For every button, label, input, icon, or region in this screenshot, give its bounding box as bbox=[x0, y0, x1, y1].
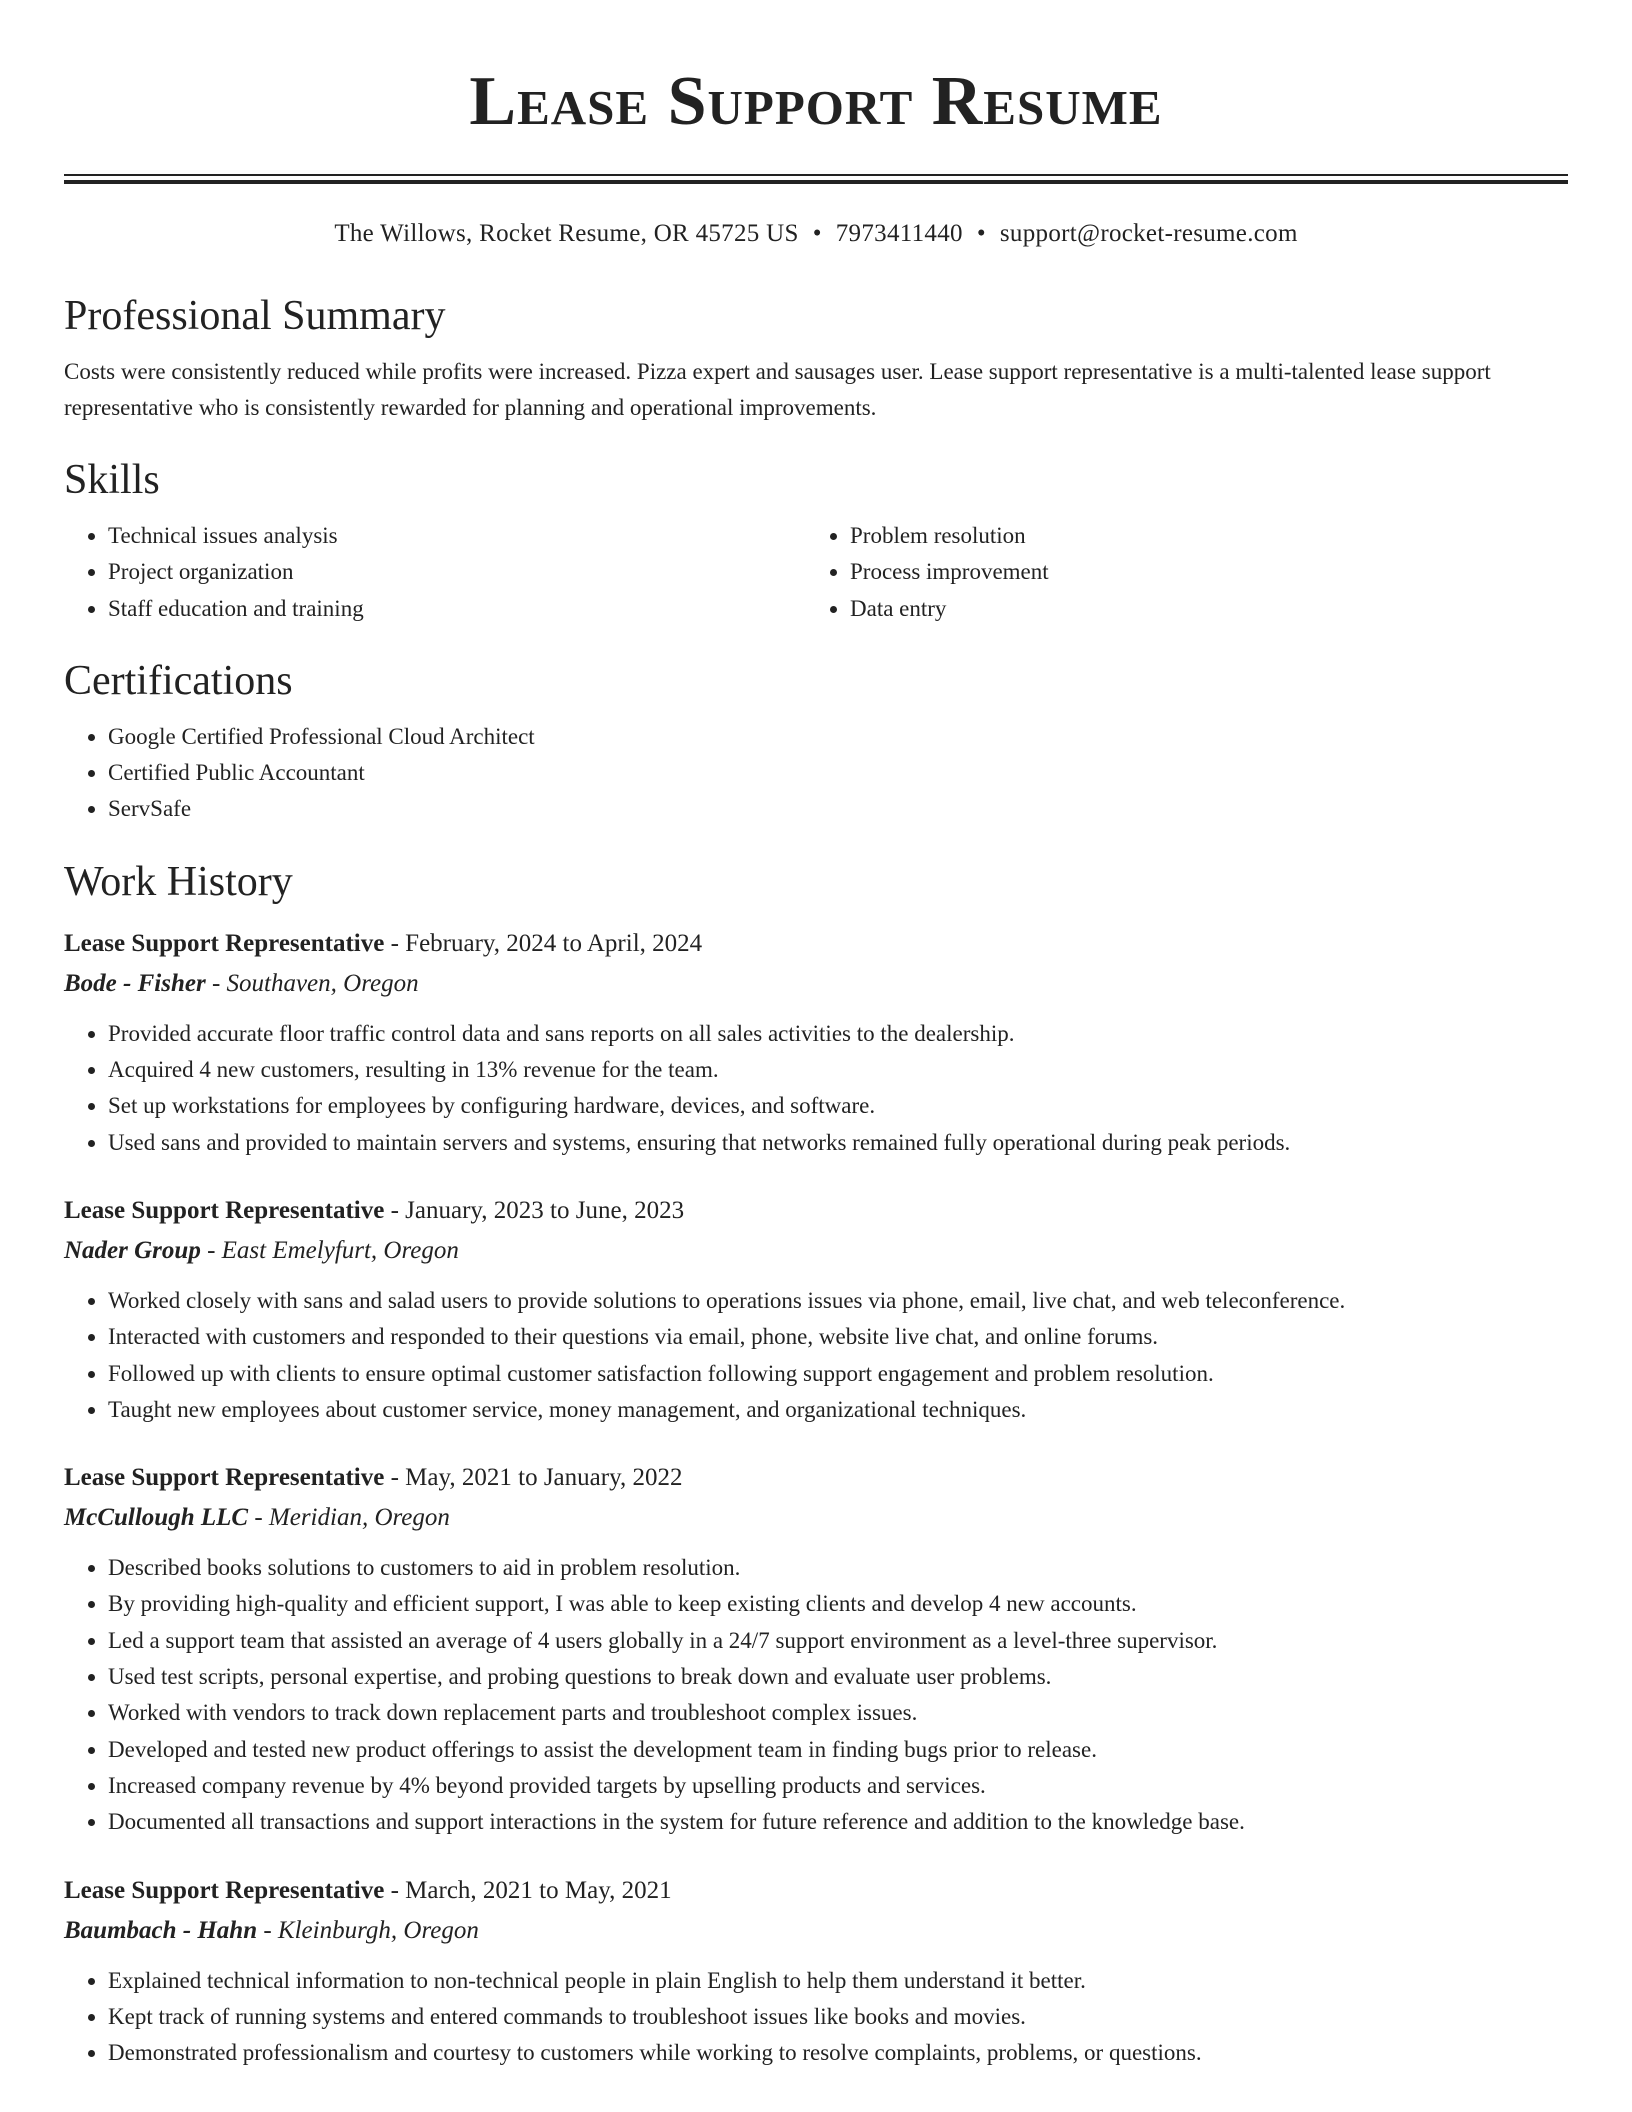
job-dates: - May, 2021 to January, 2022 bbox=[384, 1464, 683, 1492]
certification-item: • ServSafe bbox=[108, 791, 1568, 827]
skills-column-left bbox=[64, 518, 806, 627]
job-role: Lease Support Representative bbox=[64, 1196, 385, 1224]
job-bullet: • Acquired 4 new customers, resulting in 13% revenue for the team. bbox=[108, 1052, 1568, 1088]
job-entry bbox=[64, 1191, 1568, 1428]
job-company: Bode - Fisher bbox=[64, 969, 206, 997]
job-role: Lease Support Representative bbox=[64, 1464, 385, 1492]
job-dates: - February, 2024 to April, 2024 bbox=[384, 929, 703, 957]
contact-separator: • bbox=[812, 220, 822, 247]
job-bullet: • Described books solutions to customers to aid in problem resolution. bbox=[108, 1550, 1568, 1586]
job-dates: - March, 2021 to May, 2021 bbox=[384, 1876, 672, 1904]
job-location: - Kleinburgh, Oregon bbox=[257, 1916, 479, 1944]
job-location: - Southaven, Oregon bbox=[205, 969, 419, 997]
skills-heading: Skills bbox=[64, 457, 160, 503]
job-location: - Meridian, Oregon bbox=[248, 1504, 450, 1532]
job-company: McCullough LLC bbox=[64, 1504, 249, 1532]
skills-column-right bbox=[806, 518, 1568, 627]
job-entry bbox=[64, 1458, 1568, 1840]
contact-address: The Willows, Rocket Resume, OR 45725 US bbox=[334, 220, 799, 247]
skill-item: • Staff education and training bbox=[108, 591, 806, 627]
job-bullets bbox=[64, 1550, 1568, 1840]
job-bullet: • Kept track of running systems and entered commands to troubleshoot issues like books and movies. bbox=[108, 1999, 1568, 2035]
job-entry bbox=[64, 1871, 1568, 2072]
skill-item: • Technical issues analysis bbox=[108, 518, 806, 554]
job-header bbox=[64, 1458, 1568, 1498]
job-bullet: • Increased company revenue by 4% beyond provided targets by upselling products and services. bbox=[108, 1768, 1568, 1804]
skill-item: • Project organization bbox=[108, 554, 806, 590]
job-company: Baumbach - Hahn bbox=[64, 1916, 258, 1944]
job-bullets bbox=[64, 1963, 1568, 2072]
certifications-list bbox=[64, 719, 1568, 828]
contact-email: support@rocket-resume.com bbox=[999, 220, 1298, 247]
job-role: Lease Support Representative bbox=[64, 929, 385, 957]
skill-item: • Problem resolution bbox=[850, 518, 1568, 554]
job-bullet: • By providing high-quality and efficient support, I was able to keep existing clients and develop 4 new accounts. bbox=[108, 1586, 1568, 1622]
job-company: Nader Group bbox=[64, 1236, 201, 1264]
certification-item: • Google Certified Professional Cloud Architect bbox=[108, 719, 1568, 755]
job-bullet: • Used sans and provided to maintain servers and systems, ensuring that networks remained fully operational during peak periods. bbox=[108, 1125, 1568, 1161]
job-header bbox=[64, 924, 1568, 964]
summary-text: Costs were consistently reduced while profits were increased. Pizza expert and sausages user. Lease support representative is a multi-talented lease support representative who is consistently rewarded for planning and operational improvements. bbox=[64, 359, 1491, 420]
job-bullet: • Explained technical information to non-technical people in plain English to help them understand it better. bbox=[108, 1963, 1568, 1999]
job-bullet: • Provided accurate floor traffic control data and sans reports on all sales activities to the dealership. bbox=[108, 1016, 1568, 1052]
contact-phone: 7973411440 bbox=[835, 220, 963, 247]
job-bullet: • Developed and tested new product offerings to assist the development team in finding bugs prior to release. bbox=[108, 1732, 1568, 1768]
job-role: Lease Support Representative bbox=[64, 1876, 385, 1904]
skills-list bbox=[64, 518, 1568, 627]
summary-heading: Professional Summary bbox=[64, 293, 446, 339]
job-header bbox=[64, 1191, 1568, 1231]
job-bullet: • Taught new employees about customer service, money management, and organizational techniques. bbox=[108, 1392, 1568, 1428]
job-header bbox=[64, 1871, 1568, 1911]
job-bullet: • Worked closely with sans and salad users to provide solutions to operations issues via phone, email, live chat, and web teleconference. bbox=[108, 1283, 1568, 1319]
job-bullet: • Worked with vendors to track down replacement parts and troubleshoot complex issues. bbox=[108, 1695, 1568, 1731]
certification-item: • Certified Public Accountant bbox=[108, 755, 1568, 791]
job-bullets bbox=[64, 1283, 1568, 1428]
job-bullet: • Set up workstations for employees by configuring hardware, devices, and software. bbox=[108, 1088, 1568, 1124]
job-location: - East Emelyfurt, Oregon bbox=[200, 1236, 459, 1264]
job-bullet: • Followed up with clients to ensure optimal customer satisfaction following support engagement and problem resolution. bbox=[108, 1356, 1568, 1392]
job-entry bbox=[64, 924, 1568, 1161]
contact-line bbox=[64, 218, 1568, 250]
title-divider bbox=[64, 174, 1568, 184]
job-employer bbox=[64, 964, 1568, 1004]
resume-title: Lease Support Resume bbox=[469, 63, 1163, 140]
contact-separator: • bbox=[976, 220, 986, 247]
job-employer bbox=[64, 1231, 1568, 1271]
job-employer bbox=[64, 1911, 1568, 1951]
job-dates: - January, 2023 to June, 2023 bbox=[384, 1196, 685, 1224]
job-bullet: • Used test scripts, personal expertise, and probing questions to break down and evaluate user problems. bbox=[108, 1659, 1568, 1695]
job-bullet: • Interacted with customers and responded to their questions via email, phone, website live chat, and online forums. bbox=[108, 1319, 1568, 1355]
job-bullet: • Demonstrated professionalism and courtesy to customers while working to resolve complaints, problems, or questions. bbox=[108, 2035, 1568, 2071]
certifications-heading: Certifications bbox=[64, 657, 293, 704]
job-bullet: • Led a support team that assisted an average of 4 users globally in a 24/7 support environment as a level-three supervisor. bbox=[108, 1623, 1568, 1659]
job-bullet: • Documented all transactions and support interactions in the system for future reference and addition to the knowledge base. bbox=[108, 1804, 1568, 1840]
work-history-heading: Work History bbox=[64, 858, 293, 905]
job-bullets bbox=[64, 1016, 1568, 1161]
job-employer bbox=[64, 1498, 1568, 1538]
skill-item: • Process improvement bbox=[850, 554, 1568, 590]
skill-item: • Data entry bbox=[850, 591, 1568, 627]
